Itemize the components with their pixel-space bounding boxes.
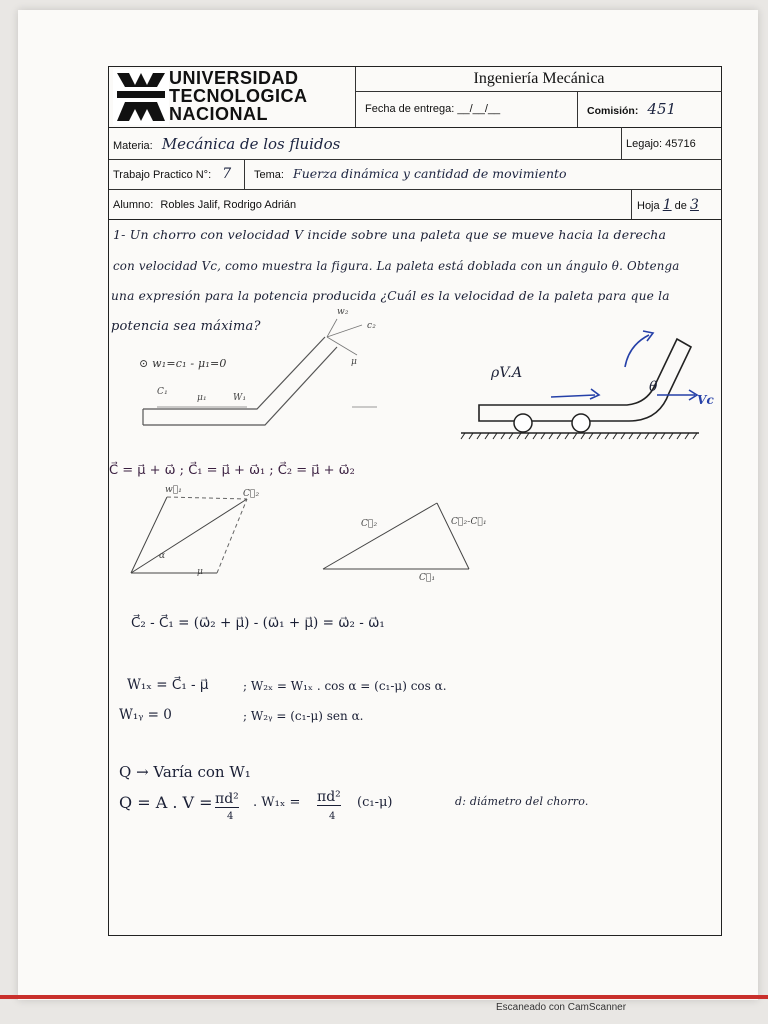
utn-logo [109, 67, 355, 127]
diameter-note: d: diámetro del chorro. [455, 795, 589, 808]
student-label: Alumno: [113, 199, 154, 211]
eq5-frac1-num: πd² [215, 791, 239, 807]
scanner-watermark: Escaneado con CamScanner [496, 1002, 627, 1013]
sketch-label-mu1: μ₁ [197, 393, 207, 403]
vane-sketch [137, 307, 387, 437]
page-label: Hoja [637, 200, 660, 212]
university-name-2: TECNOLOGICA [169, 86, 308, 106]
career-text: Ingeniería Mecánica [473, 70, 605, 87]
sketch-note: ⊙ w₁=c₁ - μ₁=0 [139, 357, 227, 370]
tri2-c2-label: C⃗₂ [361, 519, 378, 529]
tri1-c2-label: C⃗₂ [243, 489, 260, 499]
eq5-lhs: Q = A . V = [119, 793, 213, 812]
scan-edge [0, 995, 768, 999]
student-row [113, 192, 618, 218]
legajo: Legajo: 45716 [626, 138, 696, 150]
tp-value: 7 [222, 166, 232, 182]
university-name-1: UNIVERSIDAD [169, 68, 299, 88]
topic-value: Fuerza dinámica y cantidad de movimiento [293, 166, 567, 181]
topic-row [254, 160, 714, 188]
sketch-label-w1: W₁ [233, 393, 247, 403]
tri1-mu-label: μ [197, 567, 204, 577]
equation-3b: ; W₂ᵧ = (c₁-μ) sen α. [243, 709, 364, 723]
commission-value: 451 [647, 100, 677, 118]
subject-row [113, 129, 618, 159]
sketch-label-mu: μ [351, 357, 358, 367]
utn-logo-icon [113, 69, 169, 125]
tri1-w1-label: w⃗₁ [165, 485, 183, 495]
problem-line-3: una expresión para la potencia producida ¿Cuál es la velocidad de la paleta para que la [111, 289, 670, 303]
page-value: 1 [662, 197, 672, 213]
due-date-label: Fecha de entrega: [365, 103, 455, 115]
eq5-frac1-den: 4 [227, 811, 234, 822]
due-date [365, 91, 575, 127]
page-number [637, 192, 721, 218]
equation-2a: W₁ₓ = C⃗₁ - μ⃗ [127, 677, 209, 693]
vector-eq: C⃗ = μ⃗ + ω⃗ ; C⃗₁ = μ⃗ + ω⃗₁ ; C⃗₂ = μ⃗ + ω⃗₂ [109, 463, 355, 478]
problem-line-1: 1- Un chorro con velocidad V incide sobre una paleta que se mueve hacia la derecha [113, 227, 667, 242]
university-name-3: NACIONAL [169, 104, 268, 124]
velocity-triangle-1 [127, 487, 287, 577]
tri2-c1-label: C⃗₁ [419, 573, 436, 583]
tp-row [113, 160, 243, 188]
student-value: Robles Jalif, Rodrigo Adrián [160, 199, 297, 211]
page-total: 3 [689, 197, 699, 213]
jet-label: ρV.A [491, 365, 523, 381]
career-title [356, 67, 722, 91]
due-date-value: __/__/__ [457, 103, 501, 115]
worksheet-frame [108, 66, 722, 936]
tri1-alpha-label: α [159, 551, 166, 561]
tp-label: Trabajo Practico N°: [113, 169, 212, 181]
page-de-label: de [674, 200, 687, 212]
equation-4: Q → Varía con W₁ [119, 763, 251, 781]
problem-line-2: con velocidad Vc, como muestra la figura. La paleta está doblada con un ángulo θ. Obtenga [113, 259, 680, 273]
equation-3a: W₁ᵧ = 0 [119, 707, 172, 723]
cart-vane-figure [459, 323, 709, 443]
subject-value: Mecánica de los fluidos [161, 135, 341, 153]
eq5-rhs: (c₁-μ) [357, 795, 393, 810]
eq5-frac2-num: πd² [317, 789, 341, 805]
equation-2b: ; W₂ₓ = W₁ₓ . cos α = (c₁-μ) cos α. [243, 679, 447, 693]
sketch-label-w2: w₂ [337, 307, 349, 317]
angle-label: θ [649, 379, 658, 395]
eq5-mid: . W₁ₓ = [253, 795, 301, 810]
velocity-label: Vc [697, 393, 715, 407]
problem-line-4: potencia sea máxima? [111, 319, 261, 334]
eq5-frac2-den: 4 [329, 811, 336, 822]
sketch-label-c2: c₂ [367, 321, 377, 331]
sketch-label-c1: C₁ [157, 387, 168, 397]
commission [587, 91, 717, 127]
topic-label: Tema: [254, 169, 284, 181]
velocity-triangle-2 [319, 497, 479, 577]
subject-label: Materia: [113, 140, 153, 152]
commission-label: Comisión: [587, 105, 639, 117]
equation-1: C⃗₂ - C⃗₁ = (ω⃗₂ + μ⃗) - (ω⃗₁ + μ⃗) = ω⃗₂ - ω⃗₁ [131, 615, 385, 631]
tri2-diff-label: C⃗₂-C⃗₁ [451, 517, 487, 527]
